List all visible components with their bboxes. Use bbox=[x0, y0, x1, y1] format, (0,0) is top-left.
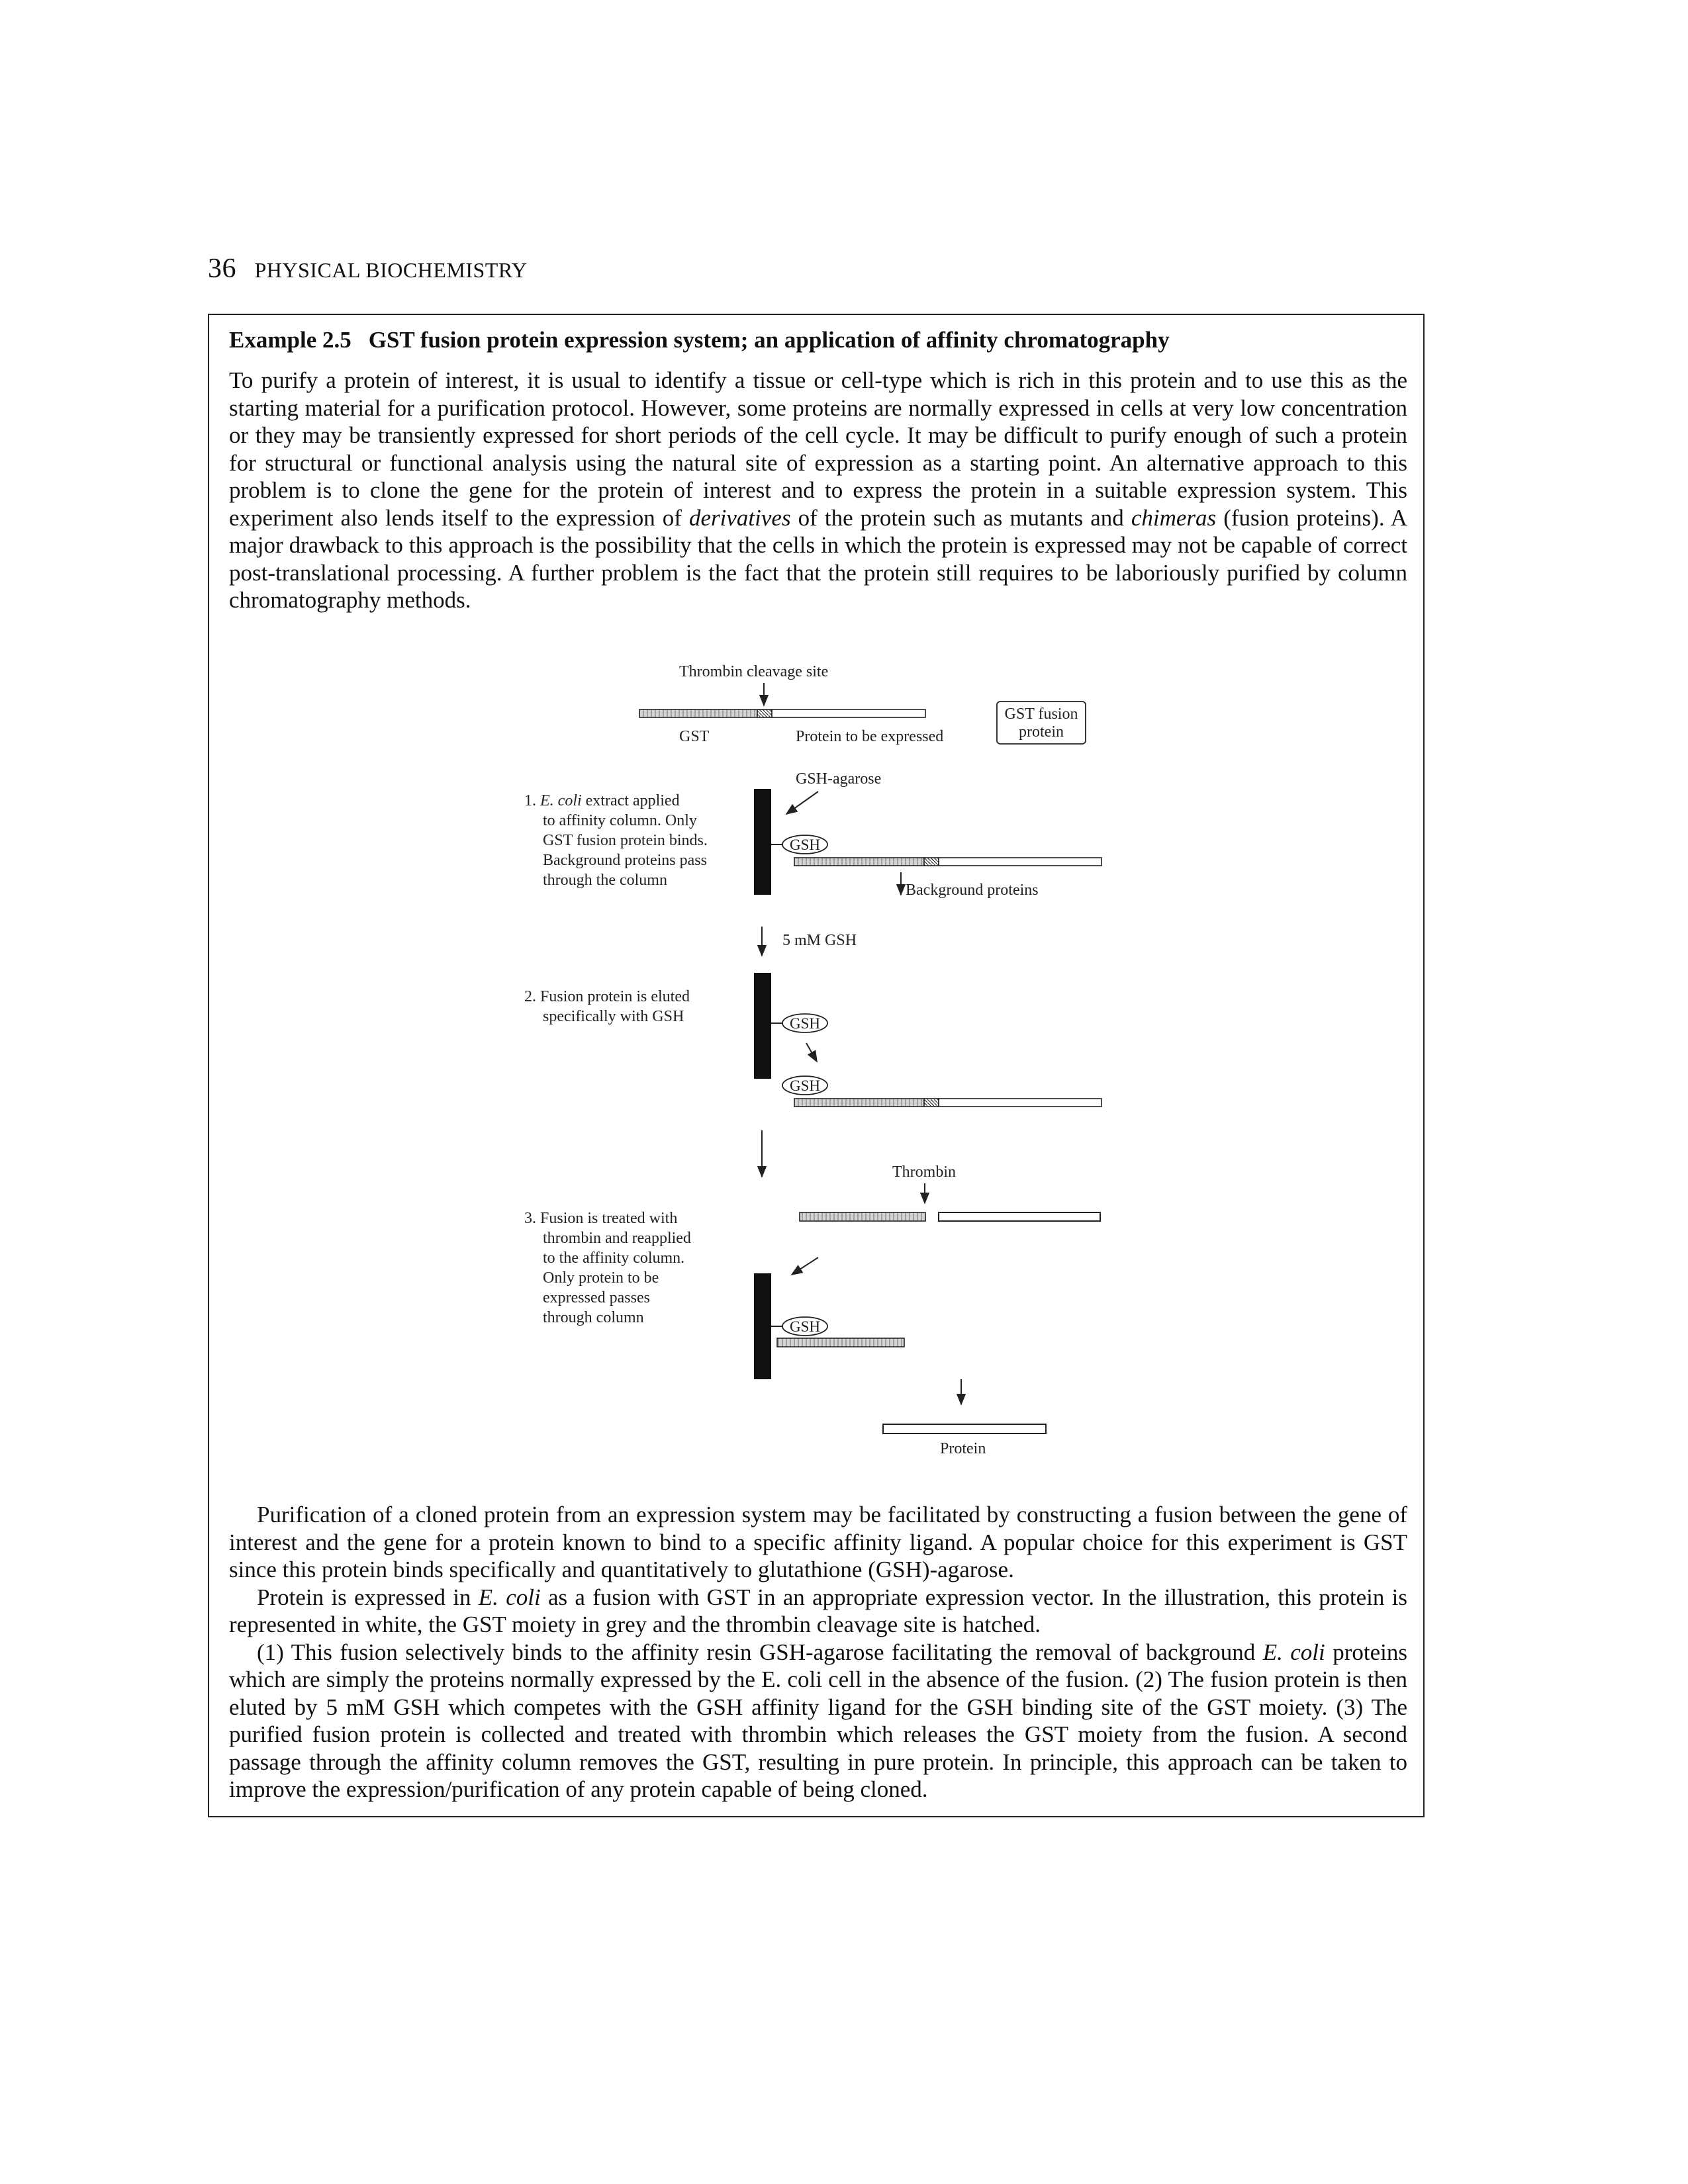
step-1-line-4: Background proteins pass bbox=[543, 852, 707, 869]
body-2-text-2: as a fusion with GST in an appropriate expression vector. In the illustration, this protein is represented in white, the GST moiety in grey and the thrombin cleavage site is hatched. bbox=[229, 1584, 1407, 1637]
body-3-ecoli: E. coli bbox=[1262, 1639, 1325, 1665]
body-text bbox=[229, 1501, 1407, 1803]
step-1-line-5: through the column bbox=[543, 872, 667, 889]
body-paragraph-1: Purification of a cloned protein from an expression system may be facilitated by constructing a fusion between the gene of interest and the gene for a protein known to bind to a specific affinity ligand. A popular choice for this experiment is GST since this protein binds specifically and quantitatively to glutathione (GSH)-agarose. bbox=[229, 1502, 1407, 1582]
gsh-ligand-2-label: GSH bbox=[789, 1015, 821, 1032]
bound-gst-3 bbox=[777, 1338, 904, 1347]
step-3-line-4: Only protein to be bbox=[543, 1269, 659, 1287]
intro-text-2: of the protein such as mutants and bbox=[790, 504, 1131, 531]
gst-segment bbox=[639, 709, 757, 717]
intro-chimeras: chimeras bbox=[1131, 504, 1217, 531]
step-1-line-1: extract applied bbox=[581, 792, 680, 809]
step-3-line-6: through column bbox=[543, 1309, 644, 1326]
elution-label: 5 mM GSH bbox=[782, 932, 857, 949]
step-1-line-3: GST fusion protein binds. bbox=[543, 832, 708, 849]
bound-site-1 bbox=[924, 858, 939, 866]
body-3-text-1: (1) This fusion selectively binds to the affinity resin GSH-agarose facilitating the removal of background bbox=[257, 1639, 1263, 1665]
step-3-line-2: thrombin and reapplied bbox=[543, 1230, 691, 1247]
bound-gst-1 bbox=[794, 858, 924, 866]
gsh-free-1-label: GSH bbox=[789, 1077, 821, 1094]
step-1-line-2: to affinity column. Only bbox=[543, 812, 697, 829]
example-number: Example 2.5 bbox=[229, 327, 352, 353]
release-arrow bbox=[806, 1043, 817, 1062]
book-title: PHYSICAL BIOCHEMISTRY bbox=[254, 258, 528, 282]
step-3-number: 3. bbox=[524, 1210, 536, 1227]
example-box bbox=[208, 314, 1425, 1817]
body-2-text-1: Protein is expressed in bbox=[257, 1584, 479, 1610]
body-paragraph-2 bbox=[229, 1584, 1407, 1639]
gsh-agarose-label: GSH-agarose bbox=[796, 770, 882, 788]
gst-label: GST bbox=[679, 728, 710, 745]
eluted-site bbox=[924, 1099, 939, 1107]
intro-text-3: (fusion proteins). A major drawback to this approach is the possibility that the cells in which the protein is expressed may not be capable of correct post-translational processing. A further problem is the fact that the protein still requires to be laboriously purified by column chromatography methods. bbox=[229, 504, 1407, 613]
page-number: 36 bbox=[208, 253, 236, 284]
intro-derivatives: derivatives bbox=[689, 504, 791, 531]
gsh-agarose-arrow bbox=[786, 792, 818, 814]
example-title-text: GST fusion protein expression system; an application of affinity chromatography bbox=[368, 327, 1170, 353]
protein-label: Protein bbox=[940, 1440, 986, 1457]
gsh-ligand-1-label: GSH bbox=[789, 837, 821, 853]
step-3-line-5: expressed passes bbox=[543, 1289, 650, 1306]
pure-protein bbox=[883, 1424, 1046, 1433]
step-2-number: 2. bbox=[524, 988, 536, 1005]
intro-text-1: To purify a protein of interest, it is usual to identify a tissue or cell-type which is rich in this protein and to use this as the starting material for a purification protocol. However, some proteins are normally expressed in cells at very low concentration or they may be transiently expressed for short periods of the cell cycle. It may be difficult to purify enough of such a protein for structural or functional analysis using the natural site of expression as a starting point. An alternative approach to this problem is to clone the gene for the protein of interest and to express the protein in a suitable expression system. This experiment also lends itself to the expression of bbox=[229, 367, 1407, 531]
step-2-line-1: Fusion protein is eluted bbox=[540, 988, 690, 1005]
body-2-ecoli: E. coli bbox=[478, 1584, 541, 1610]
protein-segment bbox=[772, 709, 925, 717]
column-3 bbox=[754, 1273, 771, 1379]
column-2 bbox=[754, 973, 771, 1079]
reapply-arrow bbox=[792, 1257, 818, 1275]
step-1-ecoli: E. coli bbox=[540, 792, 582, 809]
step-3-line-1: Fusion is treated with bbox=[540, 1210, 678, 1227]
running-head bbox=[208, 253, 528, 285]
step-1-caption bbox=[524, 792, 712, 889]
background-proteins-label: Background proteins bbox=[906, 882, 1039, 899]
thrombin-site-segment bbox=[757, 709, 772, 717]
gsh-ligand-3-label: GSH bbox=[789, 1318, 821, 1335]
thrombin-cleavage-site-label: Thrombin cleavage site bbox=[679, 663, 829, 680]
thrombin-label: Thrombin bbox=[892, 1163, 956, 1181]
bound-protein-1 bbox=[939, 858, 1102, 866]
step-1-number: 1. bbox=[524, 792, 536, 809]
step-2-line-2: specifically with GSH bbox=[543, 1008, 684, 1025]
cleaved-protein bbox=[939, 1212, 1100, 1221]
cleaved-gst bbox=[800, 1212, 925, 1221]
step-3-caption bbox=[524, 1210, 695, 1326]
step-3-line-3: to the affinity column. bbox=[543, 1250, 685, 1267]
legend-line-2: protein bbox=[1019, 723, 1064, 741]
eluted-protein bbox=[939, 1099, 1102, 1107]
protein-to-be-expressed-label: Protein to be expressed bbox=[796, 728, 944, 745]
eluted-gst bbox=[794, 1099, 924, 1107]
body-3-text-2: proteins which are simply the proteins normally expressed by the E. coli cell in the absence of the fusion. (2) The fusion protein is then eluted by 5 mM GSH which competes with the GSH affinity ligand for the GSH binding site of the GST moiety. (3) The purified fusion protein is collected and treated with thrombin which releases the GST moiety from the fusion. A second passage through the affinity column removes the GST, resulting in pure protein. In principle, this approach can be taken to improve the expression/purification of any protein capable of being cloned. bbox=[229, 1639, 1407, 1802]
body-paragraph-3 bbox=[229, 1639, 1407, 1803]
step-2-caption bbox=[524, 988, 694, 1025]
column-1 bbox=[754, 789, 771, 895]
legend-line-1: GST fusion bbox=[1004, 705, 1078, 723]
